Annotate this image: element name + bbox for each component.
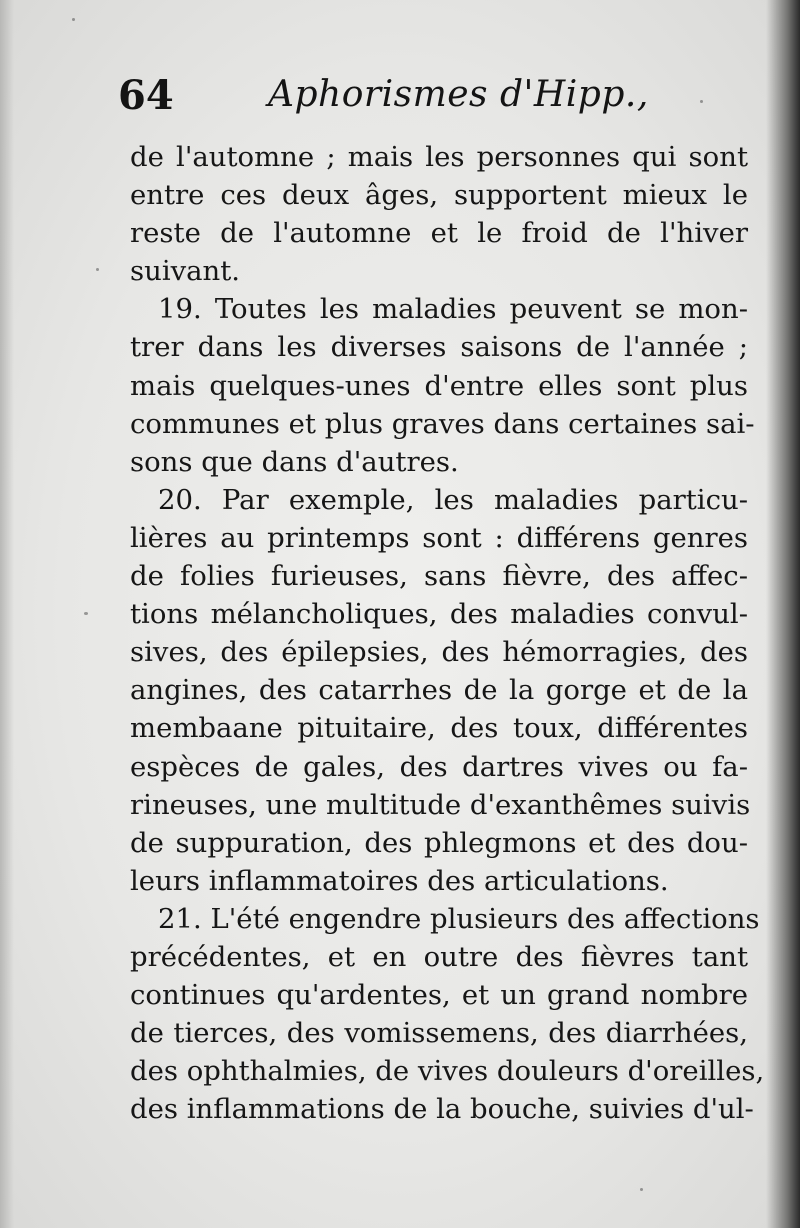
aphorism-19-start: 19. Toutes les maladies peuvent se mon- <box>158 293 748 326</box>
page-header <box>118 72 738 132</box>
text-line: communes et plus graves dans certaines sai- <box>130 407 755 440</box>
text-line: de l'automne ; mais les personnes qui sont <box>130 141 748 173</box>
paper-speck <box>640 1188 643 1191</box>
paper-speck <box>84 612 88 615</box>
text-line: de suppuration, des phlegmons et des dou- <box>130 826 748 859</box>
page-left-edge-shadow <box>0 0 14 1228</box>
text-line: membaane pituitaire, des toux, différentes <box>130 712 748 745</box>
text-line: tions mélancholiques, des maladies convul- <box>130 598 748 631</box>
text-line: de tierces, des vomissemens, des diarrhées, <box>130 1017 748 1050</box>
paper-speck <box>96 268 99 271</box>
text-line: continues qu'ardentes, et un grand nombre <box>130 979 748 1012</box>
paper-speck <box>72 18 75 21</box>
text-line: mais quelques-unes d'entre elles sont plus <box>130 369 748 402</box>
text-line: précédentes, et en outre des fièvres tant <box>130 940 748 973</box>
running-title: Aphorismes d'Hipp., <box>268 74 649 115</box>
aphorism-21-start: 21. L'été engendre plusieurs des affections <box>158 902 760 935</box>
text-line: lières au printemps sont : différens genres <box>130 521 748 554</box>
page-number: 64 <box>118 72 174 119</box>
text-line: suivant. <box>130 255 241 288</box>
text-line: trer dans les diverses saisons de l'année ; <box>130 331 748 364</box>
text-line: des ophthalmies, de vives douleurs d'oreilles, <box>130 1055 765 1088</box>
text-line: des inflammations de la bouche, suivies d'ul- <box>130 1093 754 1126</box>
aphorism-20-start: 20. Par exemple, les maladies particu- <box>158 483 748 516</box>
text-line: sives, des épilepsies, des hémorragies, des <box>130 636 748 669</box>
text-line: angines, des catarrhes de la gorge et de la <box>130 674 748 707</box>
text-line: rineuses, une multitude d'exanthêmes suivis <box>130 788 751 821</box>
text-line: de folies furieuses, sans fièvre, des affec- <box>130 560 748 593</box>
text-line: reste de l'automne et le froid de l'hiver <box>130 217 748 250</box>
text-line: sons que dans d'autres. <box>130 445 459 478</box>
text-line: entre ces deux âges, supportent mieux le <box>130 179 748 212</box>
text-line: leurs inflammatoires des articulations. <box>130 864 669 897</box>
body-text <box>130 138 765 1128</box>
paper-speck <box>700 100 703 103</box>
page-right-edge-shadow <box>766 0 800 1228</box>
text-line: espèces de gales, des dartres vives ou fa- <box>130 750 748 783</box>
